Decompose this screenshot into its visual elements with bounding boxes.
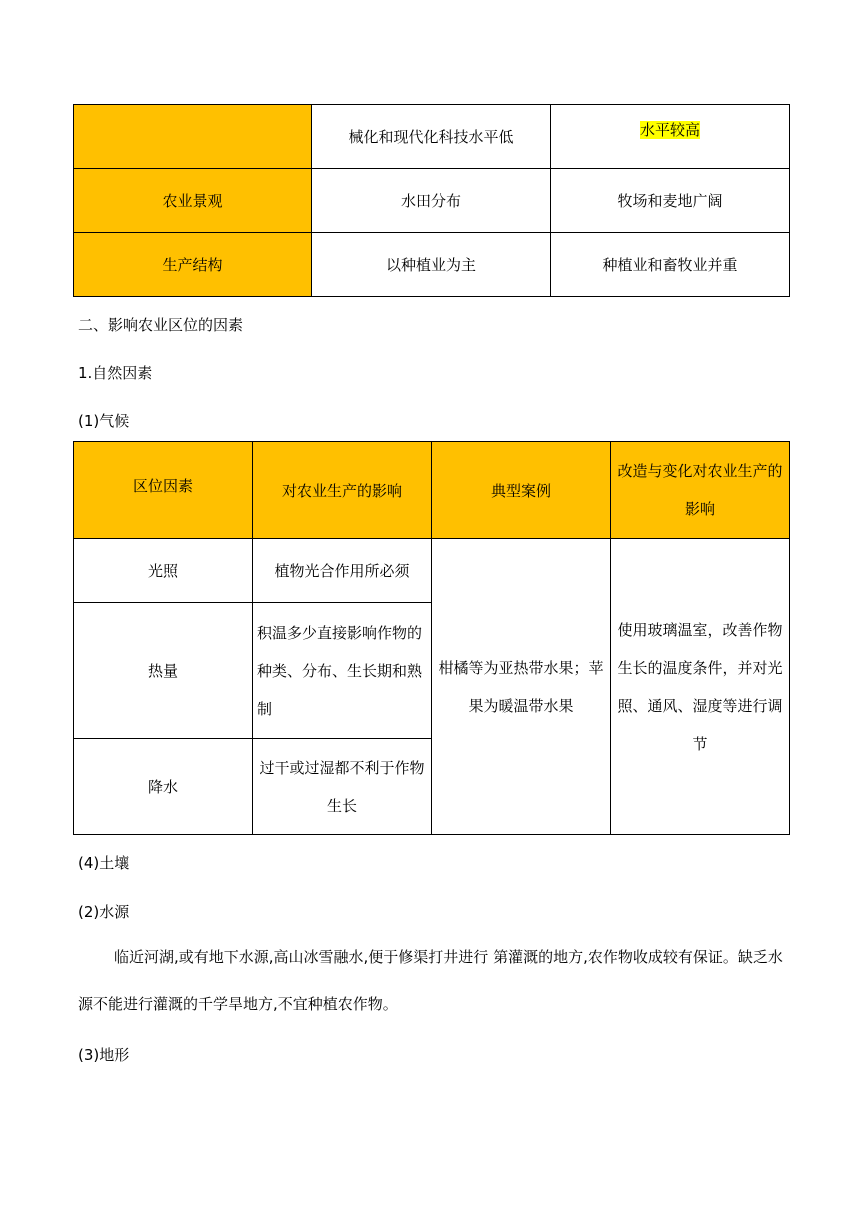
subsection-heading: (4)土壤: [78, 854, 130, 872]
column-header: 改造与变化对农业生产的影响: [611, 442, 790, 539]
climate-factors-table: [73, 441, 790, 835]
subsection-heading: (3)地形: [78, 1046, 130, 1064]
column-header: 区位因素: [74, 442, 253, 539]
table-cell: 种植业和畜牧业并重: [551, 233, 790, 297]
row-label: [74, 105, 312, 169]
factor-cell: 光照: [74, 539, 253, 603]
factor-cell: 降水: [74, 739, 253, 835]
column-header: 对农业生产的影响: [253, 442, 432, 539]
impact-cell: 植物光合作用所必须: [253, 539, 432, 603]
impact-cell: 积温多少直接影响作物的种类、分布、生长期和熟制: [253, 603, 432, 739]
table-header-row: [74, 442, 790, 539]
section-heading: 二、影响农业区位的因素: [78, 316, 244, 334]
case-cell: 柑橘等为亚热带水果；苹果为暖温带水果: [432, 539, 611, 835]
factor-cell: 热量: [74, 603, 253, 739]
subsection-heading: 1.自然因素: [78, 364, 153, 382]
table-cell: 以种植业为主: [312, 233, 551, 297]
table-row: [74, 169, 790, 233]
subsection-heading: (1)气候: [78, 412, 130, 430]
table-row: [74, 233, 790, 297]
table-row: [74, 105, 790, 169]
row-label: 生产结构: [74, 233, 312, 297]
table-cell: 牧场和麦地广阔: [551, 169, 790, 233]
table-cell: 水田分布: [312, 169, 551, 233]
subsection-heading: (2)水源: [78, 903, 130, 921]
water-paragraph: 临近河湖,或有地下水源,高山冰雪融水,便于修渠打井进行 第灌溉的地方,农作物收成较有保证。缺乏水源不能进行灌溉的千学旱地方,不宜种植农作物。: [78, 948, 783, 1013]
change-cell: 使用玻璃温室，改善作物生长的温度条件，并对光照、通风、湿度等进行调节: [611, 539, 790, 835]
highlighted-text: 水平较高: [639, 121, 700, 139]
agriculture-comparison-table: [73, 104, 790, 297]
column-header: 典型案例: [432, 442, 611, 539]
impact-cell: 过干或过湿都不利于作物生长: [253, 739, 432, 835]
table-cell: [551, 105, 790, 169]
table-row: [74, 539, 790, 603]
row-label: 农业景观: [74, 169, 312, 233]
table-cell: 械化和现代化科技水平低: [312, 105, 551, 169]
